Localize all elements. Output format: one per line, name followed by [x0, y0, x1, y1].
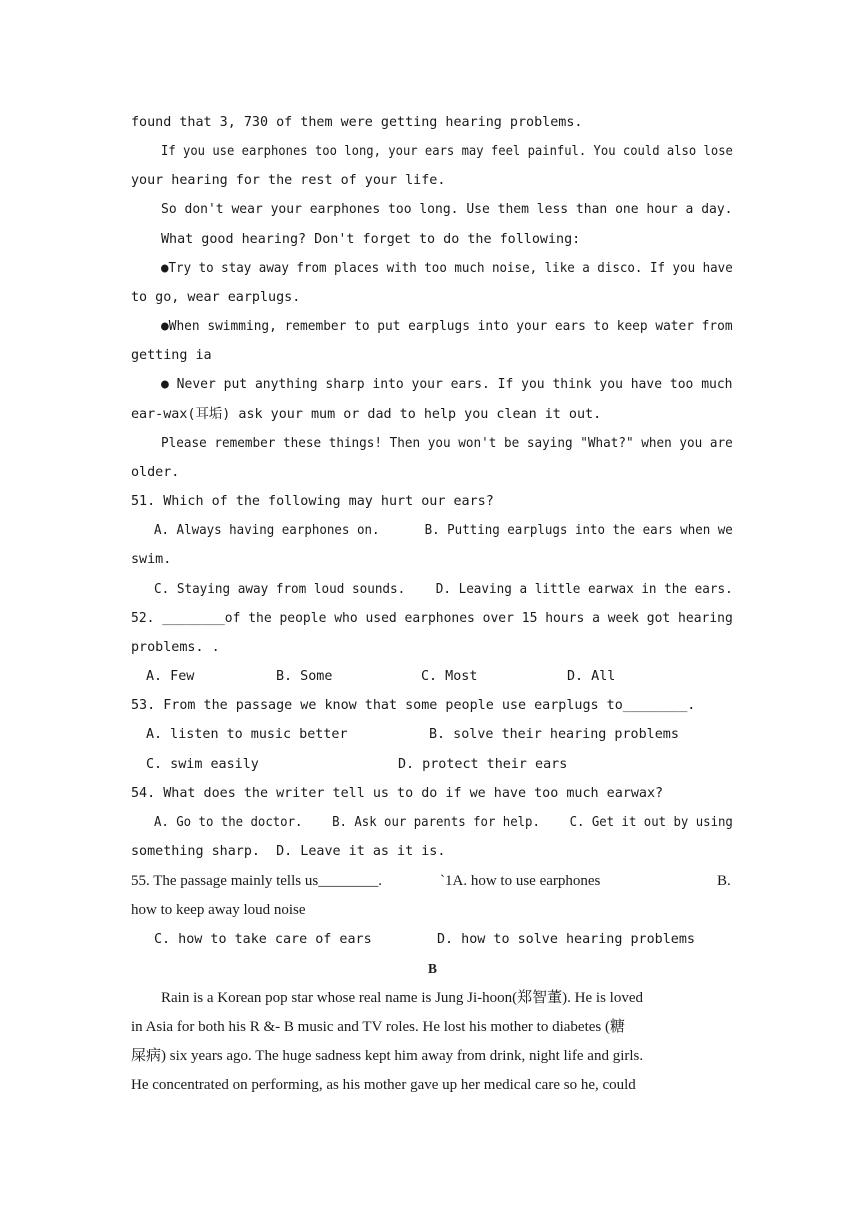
- question-55: 55. The passage mainly tells us________.: [131, 873, 382, 889]
- question-53-option-d: D. protect their ears: [398, 757, 568, 772]
- passage-line: older.: [131, 465, 180, 480]
- question-51: 51. Which of the following may hurt our ears?: [131, 494, 494, 509]
- passage-line: So don't wear your earphones too long. Use them less than one hour a day.: [161, 202, 733, 217]
- question-52-option-d: D. All: [567, 669, 616, 684]
- question-51-options: swim.: [131, 552, 172, 567]
- question-51-options: C. Staying away from loud sounds. D. Leaving a little earwax in the ears.: [154, 582, 733, 597]
- question-55-option-b-label: B.: [717, 873, 731, 889]
- passage-line: What good hearing? Don't forget to do the following:: [161, 232, 581, 247]
- question-54: 54. What does the writer tell us to do if we have too much earwax?: [131, 786, 664, 801]
- question-53: 53. From the passage we know that some people use earplugs to________.: [131, 698, 696, 713]
- question-55-option-a: `1A. how to use earphones: [440, 873, 601, 889]
- question-54-options: A. Go to the doctor. B. Ask our parents for help. C. Get it out by using: [154, 815, 733, 830]
- passage-line: found that 3, 730 of them were getting hearing problems.: [131, 115, 583, 130]
- bullet-item: ●When swimming, remember to put earplugs into your ears to keep water from: [161, 319, 733, 334]
- question-53-option-c: C. swim easily: [146, 757, 259, 772]
- section-heading: B: [428, 961, 437, 976]
- passage-line: getting ia: [131, 348, 212, 363]
- question-55-option-c: C. how to take care of ears: [154, 932, 372, 947]
- question-54-options: something sharp. D. Leave it as it is.: [131, 844, 446, 859]
- question-52-option-c: C. Most: [421, 669, 478, 684]
- passage-b-line: in Asia for both his R &- B music and TV roles. He lost his mother to diabetes (糖: [131, 1019, 625, 1035]
- passage-b-line: Rain is a Korean pop star whose real name is Jung Ji-hoon(郑智董). He is loved: [161, 990, 643, 1006]
- bullet-item: ● Never put anything sharp into your ears. If you think you have too much: [161, 377, 733, 392]
- question-52-option-b: B. Some: [276, 669, 333, 684]
- question-55-option-b: how to keep away loud noise: [131, 902, 306, 918]
- question-51-options: A. Always having earphones on. B. Putting earplugs into the ears when we: [154, 523, 733, 538]
- passage-line: If you use earphones too long, your ears may feel painful. You could also lose: [161, 144, 733, 159]
- passage-line: ear-wax(耳垢) ask your mum or dad to help you clean it out.: [131, 407, 602, 422]
- question-53-option-a: A. listen to music better: [146, 727, 348, 742]
- passage-line: Please remember these things! Then you won't be saying "What?" when you are: [161, 436, 733, 451]
- question-52: problems. .: [131, 640, 220, 655]
- question-53-option-b: B. solve their hearing problems: [429, 727, 679, 742]
- passage-line: your hearing for the rest of your life.: [131, 173, 446, 188]
- passage-b-line: He concentrated on performing, as his mother gave up her medical care so he, could: [131, 1077, 636, 1093]
- question-55-option-d: D. how to solve hearing problems: [437, 932, 695, 947]
- passage-b-line: 屎病) six years ago. The huge sadness kept him away from drink, night life and girls.: [131, 1048, 644, 1064]
- question-52-option-a: A. Few: [146, 669, 195, 684]
- passage-line: to go, wear earplugs.: [131, 290, 301, 305]
- bullet-item: ●Try to stay away from places with too much noise, like a disco. If you have: [161, 261, 733, 276]
- question-52: 52. ________of the people who used earphones over 15 hours a week got hearing: [131, 611, 733, 626]
